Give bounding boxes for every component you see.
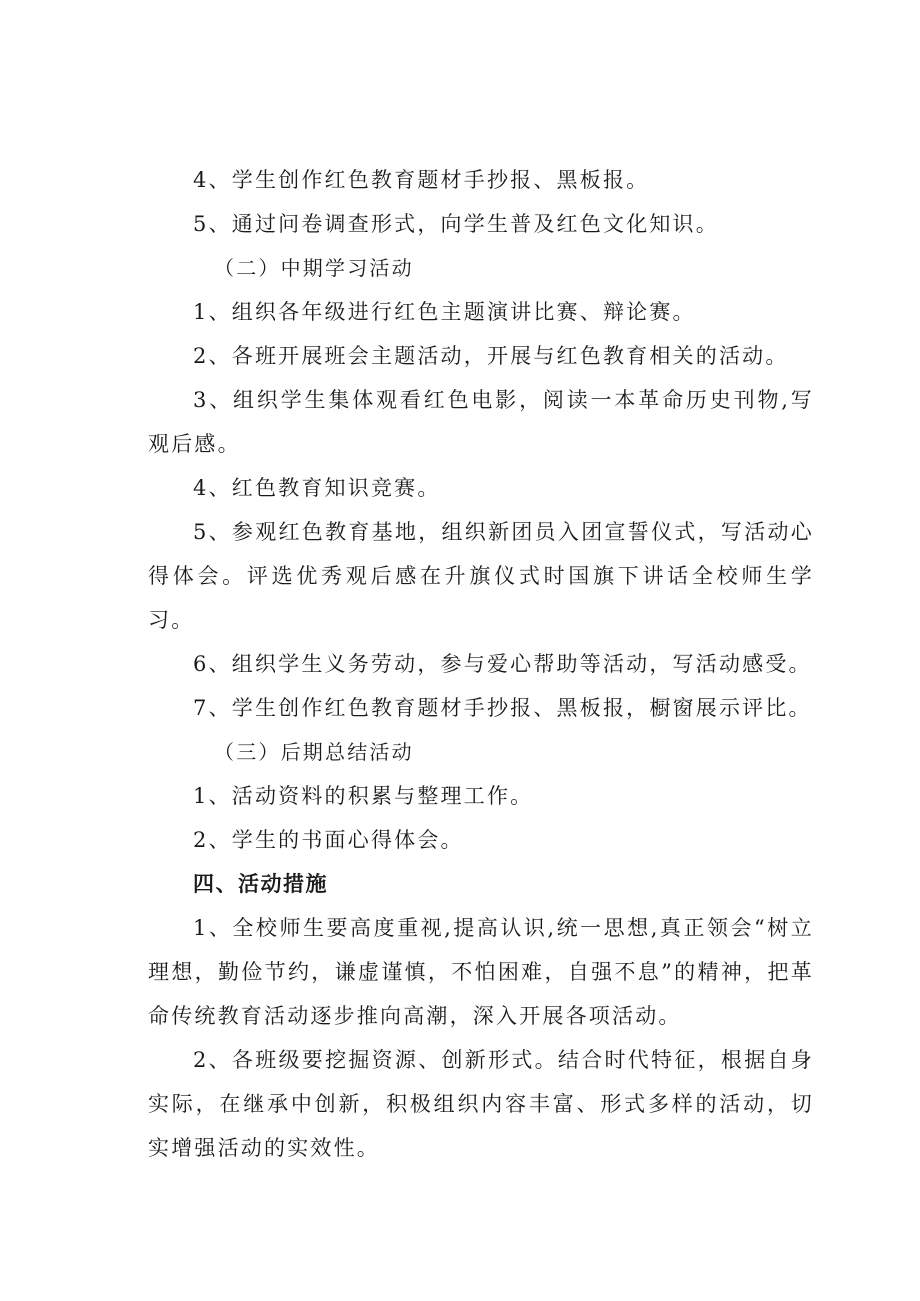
- paragraph-measure-2: 2、各班级要挖掘资源、创新形式。结合时代特征，根据自身实际，在继承中创新，积极组织内容丰富、形式多样的活动，切实增强活动的实效性。: [148, 1048, 814, 1160]
- paragraph-item-6-labor: 6、组织学生义务劳动，参与爱心帮助等活动，写活动感受。: [193, 652, 812, 676]
- paragraph-item-1-speech-contest: 1、组织各年级进行红色主题演讲比赛、辩论赛。: [193, 300, 696, 324]
- paragraph-item-4-posters: 4、学生创作红色教育题材手抄报、黑板报。: [193, 168, 650, 192]
- paragraph-measure-1: 1、全校师生要高度重视,提高认识,统一思想,真正领会“树立理想，勤俭节约，谦虚谨慎，不怕困难，自强不息”的精神，把革命传统教育活动逐步推向高潮，深入开展各项活动。: [148, 916, 814, 1028]
- section-heading-measures: 四、活动措施: [193, 872, 328, 896]
- section-subheading-summary: （三）后期总结活动: [214, 740, 414, 764]
- paragraph-item-5-survey: 5、通过问卷调查形式，向学生普及红色文化知识。: [193, 212, 719, 236]
- paragraph-item-1-archive: 1、活动资料的积累与整理工作。: [193, 784, 534, 808]
- paragraph-item-2-class-meeting: 2、各班开展班会主题活动，开展与红色教育相关的活动。: [193, 344, 789, 368]
- paragraph-item-7-window-display: 7、学生创作红色教育题材手抄报、黑板报，橱窗展示评比。: [193, 696, 812, 720]
- document-body: [148, 158, 814, 1170]
- paragraph-item-4-quiz: 4、红色教育知识竞赛。: [193, 476, 441, 500]
- paragraph-item-2-written-reflection: 2、学生的书面心得体会。: [193, 828, 464, 852]
- section-subheading-mid-term: （二）中期学习活动: [214, 256, 414, 280]
- paragraph-item-3-movie: 3、组织学生集体观看红色电影，阅读一本革命历史刊物,写观后感。: [148, 388, 814, 456]
- paragraph-item-5-visit-base: 5、参观红色教育基地，组织新团员入团宣誓仪式，写活动心得体会。评选优秀观后感在升旗仪式时国旗下讲话全校师生学习。: [148, 520, 814, 632]
